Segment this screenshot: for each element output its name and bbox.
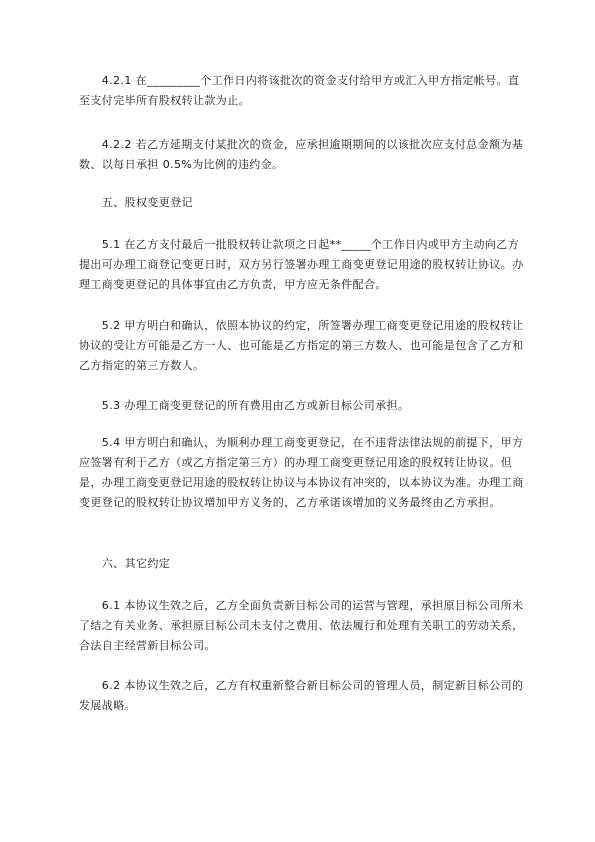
clause-5-3: 5.3 办理工商变更登记的所有费用由乙方或新目标公司承担。	[79, 399, 410, 412]
section-heading-5: 五、股权变更登记	[79, 196, 193, 209]
section-heading-6: 六、其它约定	[79, 557, 171, 570]
clause-4-2-2: 4.2.2 若乙方延期支付某批次的资金，应承担逾期期间的以该批次应支付总金额为基数、以每日承担 0.5%为比例的违约金。	[79, 138, 524, 171]
clause-5-2: 5.2 甲方明白和确认，依照本协议的约定，所签署办理工商变更登记用途的股权转让协议的受让方可能是乙方一人、也可能是乙方指定的第三方数人、也可能是包含了乙方和乙方指定的第三方数人。	[79, 319, 524, 372]
clause-5-1: 5.1 在乙方支付最后一批股权转让款项之日起**_____个工作日内或甲方主动向乙方提出可办理工商登记变更日时，双方另行签署办理工商变更登记用途的股权转让协议。办理工商变更登记的具体事宜由乙方负责，甲方应无条件配合。	[79, 238, 524, 291]
clause-5-4: 5.4 甲方明白和确认，为顺利办理工商变更登记，在不违背法律法规的前提下，甲方应签署有利于乙方（或乙方指定第三方）的办理工商变更登记用途的股权转让协议。但是，办理工商变更登记用途的股权转让协议与本协议有冲突的，以本协议为准。办理工商变更登记的股权转让协议增加甲方义务的，乙方承诺该增加的义务最终由乙方承担。	[79, 436, 524, 509]
clause-4-2-1: 4.2.1 在_________个工作日内将该批次的资金支付给甲方或汇入甲方指定帐号。直至支付完毕所有股权转让款为止。	[79, 74, 520, 107]
clause-6-2: 6.2 本协议生效之后，乙方有权重新整合新目标公司的管理人员，制定新目标公司的发展战略。	[79, 679, 524, 712]
clause-6-1: 6.1 本协议生效之后，乙方全面负责新目标公司的运营与管理，承担原目标公司所未了结之有关业务、承担原目标公司未支付之费用、依法履行和处理有关职工的劳动关系，合法自主经营新目标公司。	[79, 599, 524, 652]
